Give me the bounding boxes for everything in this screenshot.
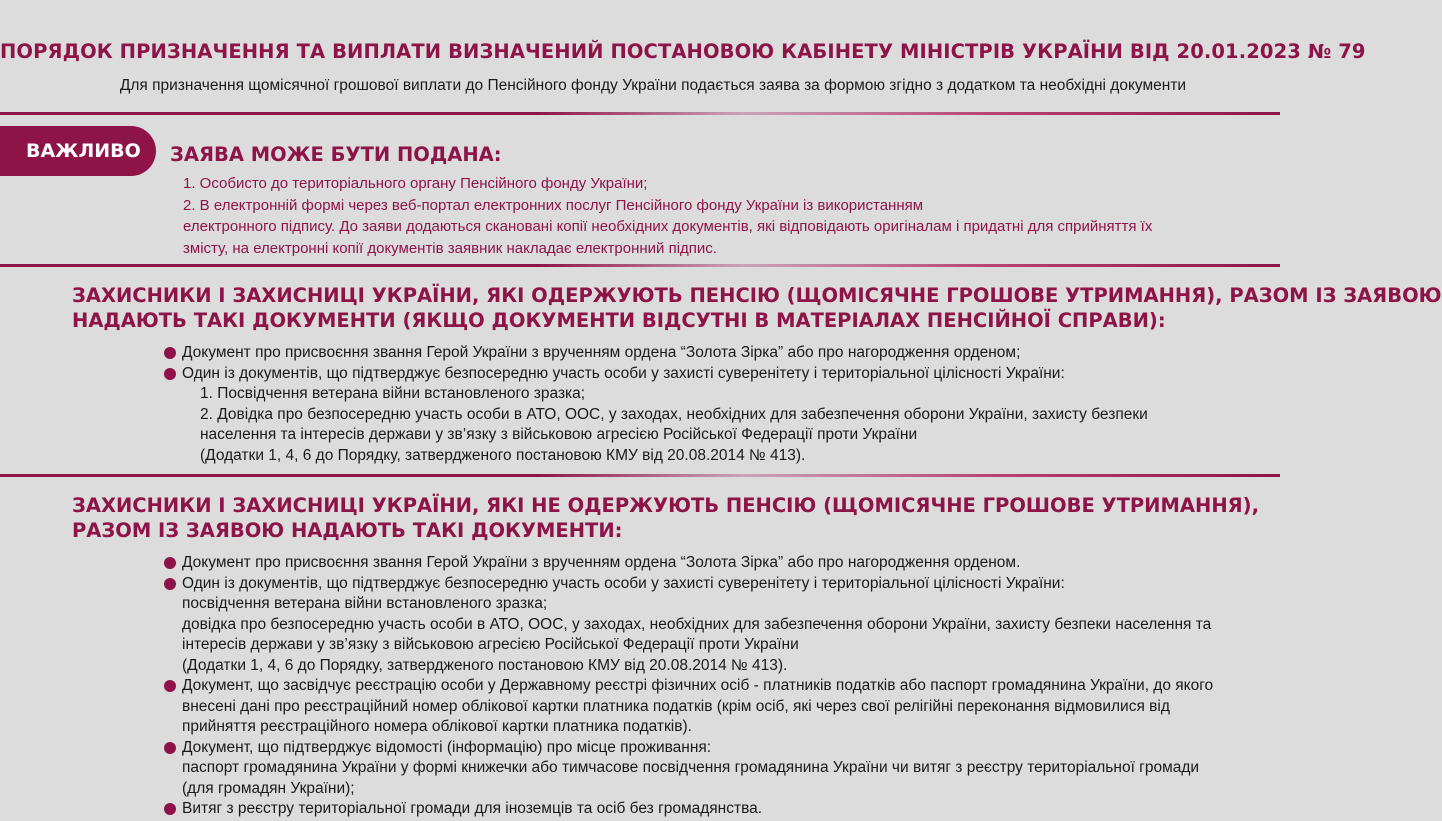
section2-heading — [72, 493, 1259, 543]
section2-heading-line: ЗАХИСНИКИ І ЗАХИСНИЦІ УКРАЇНИ, ЯКІ НЕ ОДЕРЖУЮТЬ ПЕНСІЮ (ЩОМІСЯЧНЕ ГРОШОВЕ УТРИМАННЯ), — [72, 494, 1259, 517]
important-heading: ЗАЯВА МОЖЕ БУТИ ПОДАНА: — [170, 143, 502, 166]
section1-list — [164, 343, 1148, 466]
list-item: Один із документів, що підтверджує безпосередню участь особи у захисті суверенітету і територіальної цілісності України: 1. Посвідчення ветерана війни встановленого зразка; 2. Довідка про безпосередню участь особи в АТО, ООС, у заходах, необхідних для забезпечення оборони України, захисту безпеки населення та інтересів держави у зв’язку з військовою агресією Російської Федерації проти України (Додатки 1, 4, 6 до Порядку, затвердженого постановою КМУ від 20.08.2014 № 413). — [164, 364, 1148, 467]
important-line: змісту, на електронні копії документів заявник накладає електронний підпис. — [183, 239, 717, 257]
bullet-icon — [164, 803, 176, 815]
section2-list — [164, 553, 1213, 820]
important-list — [183, 173, 1243, 259]
divider — [0, 264, 1280, 267]
bullet-icon — [164, 742, 176, 754]
list-item: Документ про присвоєння звання Герой України з врученням ордена “Золота Зірка” або про нагородження орденом; — [164, 343, 1148, 364]
section1-heading — [72, 283, 1442, 333]
divider — [0, 474, 1280, 477]
bullet-icon — [164, 368, 176, 380]
list-item: Документ про присвоєння звання Герой України з врученням ордена “Золота Зірка” або про нагородження орденом. — [164, 553, 1213, 574]
list-item: Один із документів, що підтверджує безпосередню участь особи у захисті суверенітету і територіальної цілісності України: посвідчення ветерана війни встановленого зразка; довідка про безпосередню участь особи в АТО, ООС, у заходах, необхідних для забезпечення оборони України, захисту безпеки населення та інтересів держави у зв’язку з військовою агресією Російської Федерації проти України (Додатки 1, 4, 6 до Порядку, затвердженого постановою КМУ від 20.08.2014 № 413). — [164, 574, 1213, 677]
section1-heading-line: ЗАХИСНИКИ І ЗАХИСНИЦІ УКРАЇНИ, ЯКІ ОДЕРЖУЮТЬ ПЕНСІЮ (ЩОМІСЯЧНЕ ГРОШОВЕ УТРИМАННЯ), РАЗОМ ІЗ ЗАЯВОЮ — [72, 284, 1442, 307]
list-item: Документ, що підтверджує відомості (інформацію) про місце проживання: паспорт громадянина України у формі книжечки або тимчасове посвідчення громадянина України чи витяг з реєстру територіальної громади (для громадян України); — [164, 738, 1213, 800]
important-badge: ВАЖЛИВО — [0, 126, 156, 176]
section2-heading-line: РАЗОМ ІЗ ЗАЯВОЮ НАДАЮТЬ ТАКІ ДОКУМЕНТИ: — [72, 519, 623, 542]
important-line: 1. Особисто до територіального органу Пенсійного фонду України; — [183, 175, 648, 192]
divider — [0, 112, 1280, 115]
important-line: електронного підпису. До заяви додаються скановані копії необхідних документів, які відповідають оригіналам і придатні для сприйняття їх — [183, 218, 1153, 235]
bullet-icon — [164, 347, 176, 359]
bullet-icon — [164, 557, 176, 569]
page-subtitle: Для призначення щомісячної грошової виплати до Пенсійного фонду України подається заява за формою згідно з додатком та необхідні документи — [119, 77, 1187, 94]
bullet-icon — [164, 680, 176, 692]
bullet-icon — [164, 578, 176, 590]
list-item: Документ, що засвідчує реєстрацію особи у Державному реєстрі фізичних осіб - платників податків або паспорт громадянина України, до якого внесені дані про реєстраційний номер облікової картки платника податків (крім осіб, які через свої релігійні переконання відмовилися від прийняття реєстраційного номера облікової картки платника податків). — [164, 676, 1213, 738]
page-title: ПОРЯДОК ПРИЗНАЧЕННЯ ТА ВИПЛАТИ ВИЗНАЧЕНИЙ ПОСТАНОВОЮ КАБІНЕТУ МІНІСТРІВ УКРАЇНИ ВІД 20.01.2023 № 79 — [0, 40, 1366, 63]
section1-heading-line: НАДАЮТЬ ТАКІ ДОКУМЕНТИ (ЯКЩО ДОКУМЕНТИ ВІДСУТНІ В МАТЕРІАЛАХ ПЕНСІЙНОЇ СПРАВИ): — [72, 309, 1166, 332]
list-item: Витяг з реєстру територіальної громади для іноземців та осіб без громадянства. — [164, 799, 1213, 820]
important-line: 2. В електронній формі через веб-портал електронних послуг Пенсійного фонду України із використанням — [183, 196, 924, 214]
